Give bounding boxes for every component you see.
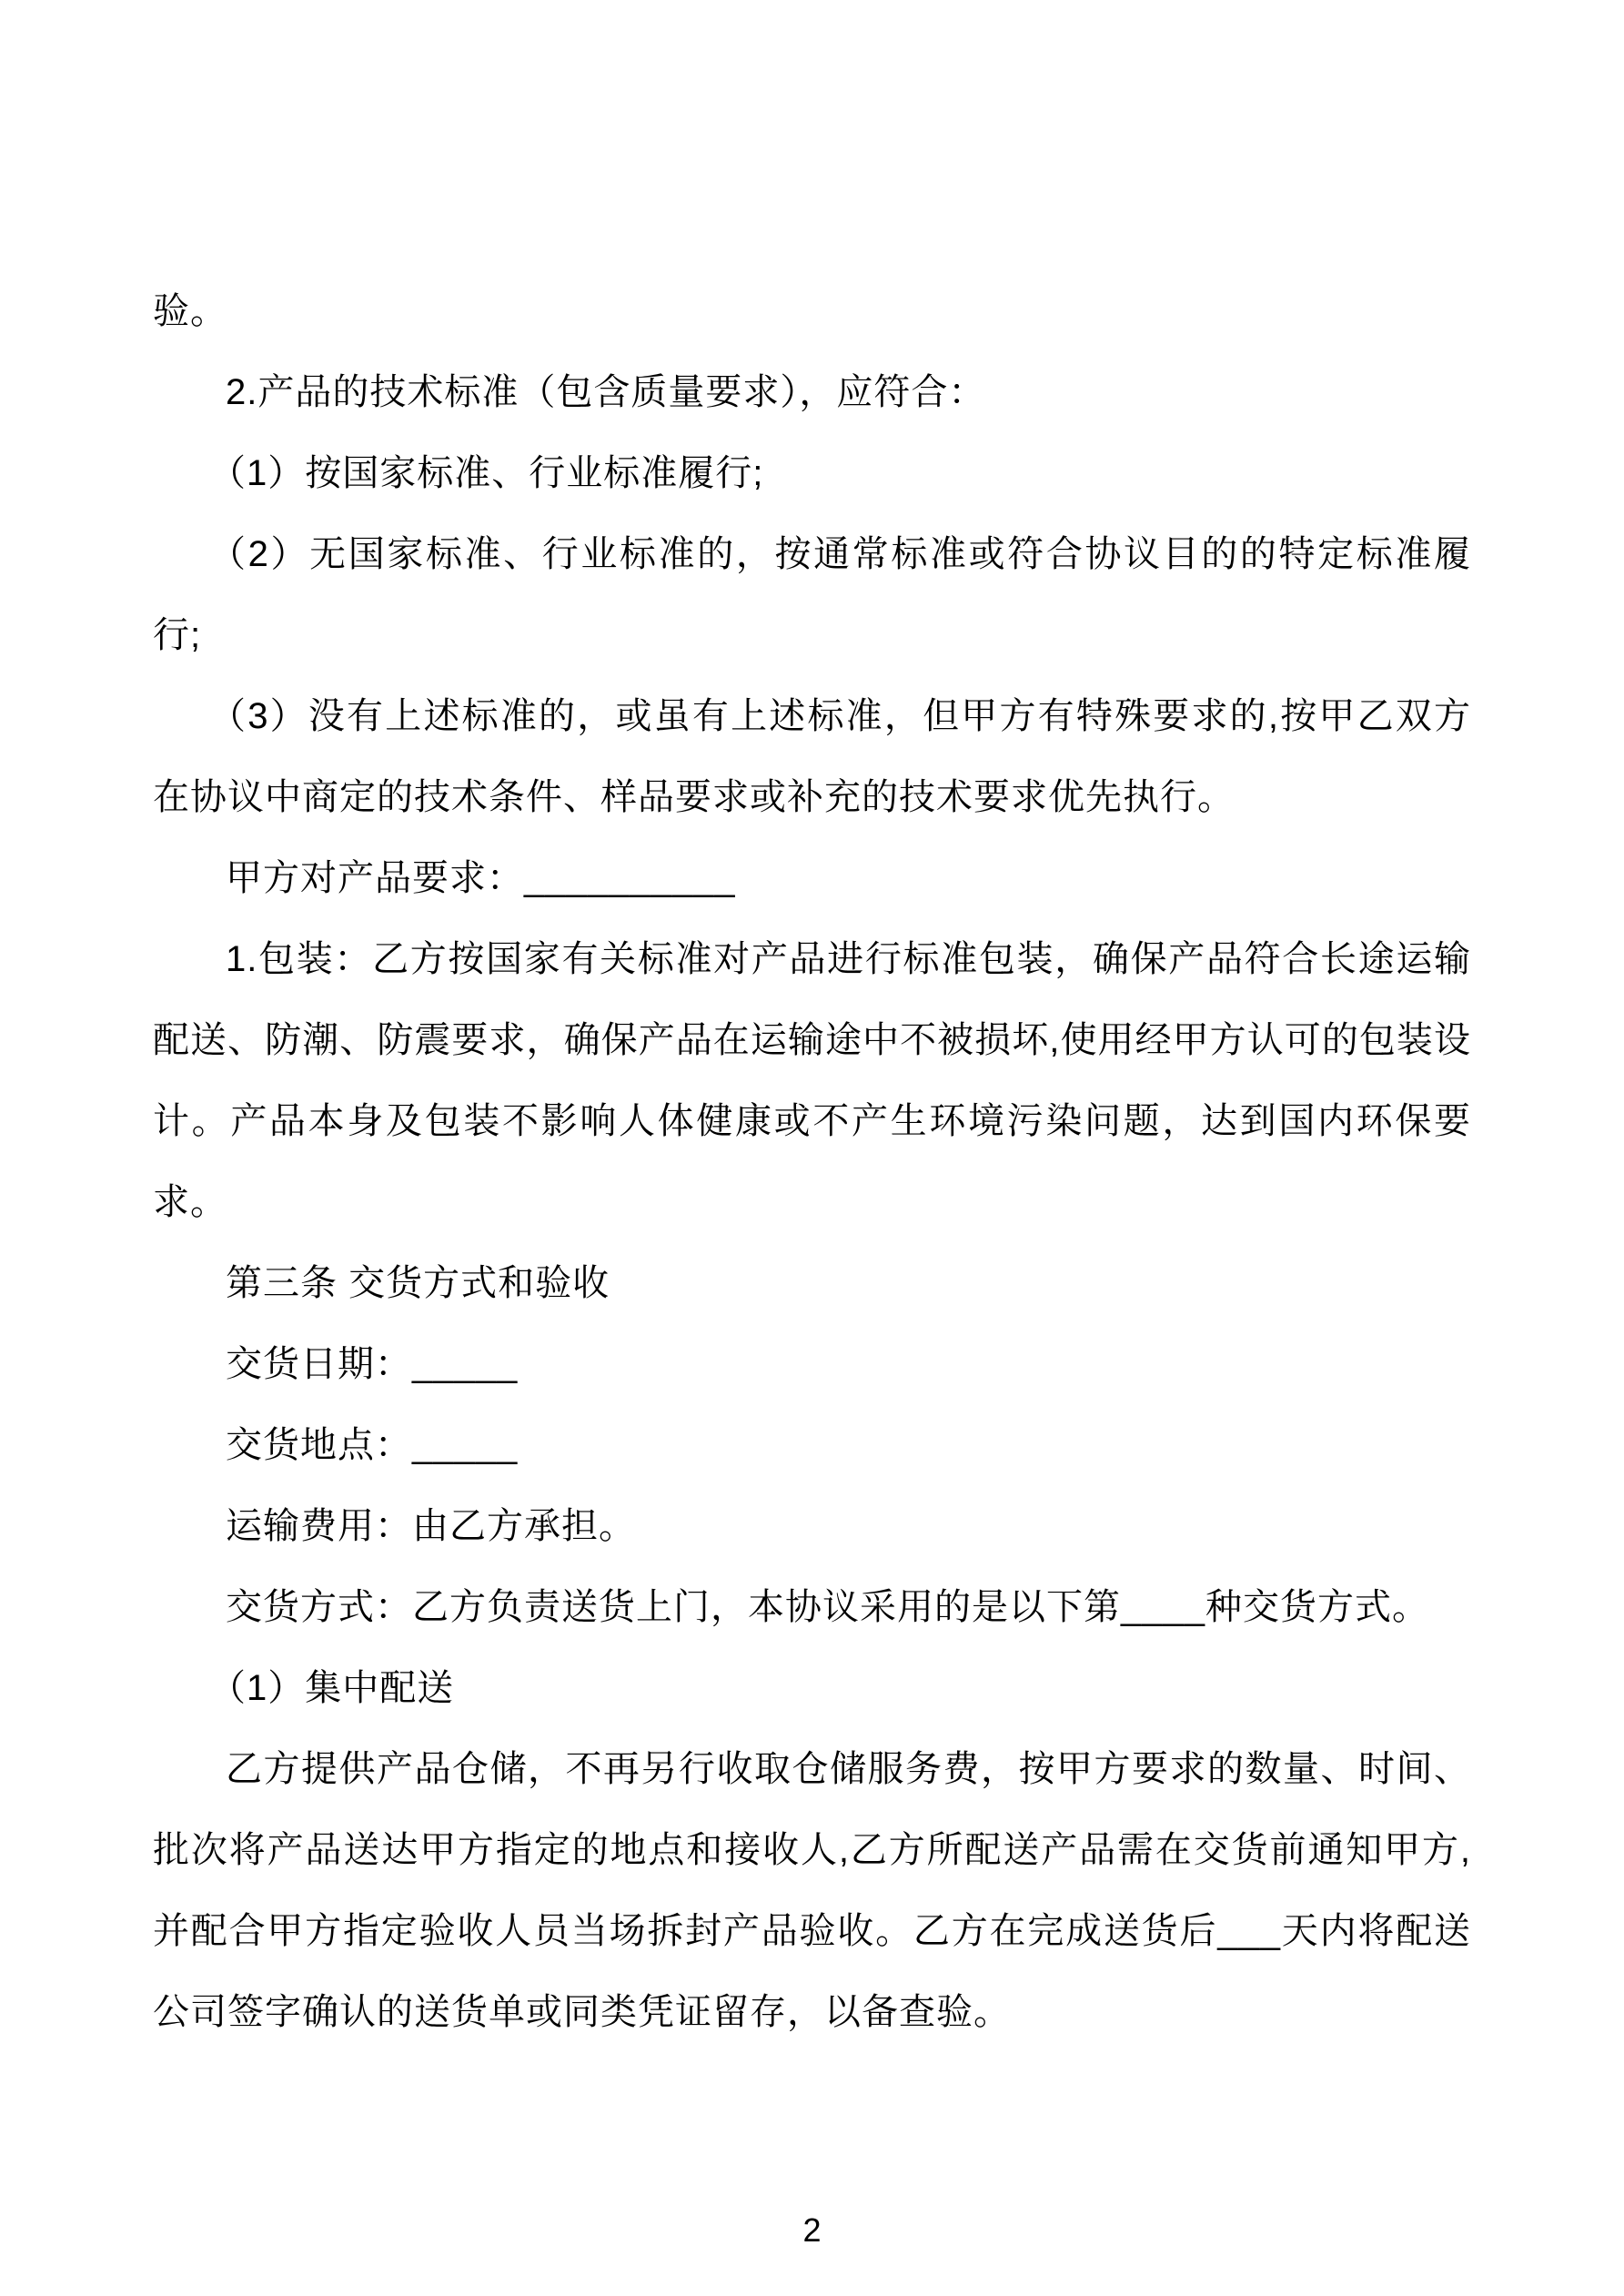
- paragraph-standard-item-3: （3）没有上述标准的，或虽有上述标准，但甲方有特殊要求的,按甲乙双方在协议中商定的技术条件、样品要求或补充的技术要求优先执行。: [153, 696, 1471, 817]
- paragraph-central-delivery: （1）集中配送: [209, 1668, 455, 1708]
- page-number: 2: [802, 2211, 822, 2249]
- paragraph-party-a-requirement: 甲方对产品要求：__________: [226, 858, 736, 898]
- paragraph-shipping-cost: 运输费用：由乙方承担。: [226, 1506, 636, 1546]
- paragraph-standard-item-1: （1）按国家标准、行业标准履行;: [209, 453, 764, 493]
- paragraph-delivery-date: 交货日期：_____: [226, 1344, 519, 1384]
- paragraph-tech-standard: 2.产品的技术标准（包含质量要求），应符合：: [226, 372, 986, 412]
- paragraph-delivery-method: 交货方式：乙方负责送货上门，本协议采用的是以下第____种交货方式。: [226, 1587, 1429, 1627]
- paragraph-packaging: 1.包装：乙方按国家有关标准对产品进行标准包装，确保产品符合长途运输配送、防潮、防震要求，确保产品在运输途中不被损坏,使用经甲方认可的包装设计。产品本身及包装不影响人体健康或不产生环境污染问题，达到国内环保要求。: [153, 939, 1471, 1222]
- paragraph-standard-item-2: （2）无国家标准、行业标准的，按通常标准或符合协议目的的特定标准履行;: [153, 534, 1471, 655]
- paragraph-clause-3-heading: 第三条 交货方式和验收: [226, 1263, 610, 1303]
- paragraph-delivery-place: 交货地点：_____: [226, 1425, 519, 1465]
- paragraph-continuation: 验。: [153, 291, 227, 331]
- paragraph-warehouse-terms: 乙方提供产品仓储，不再另行收取仓储服务费，按甲方要求的数量、时间、批次将产品送达甲方指定的地点和接收人,乙方所配送产品需在交货前通知甲方,并配合甲方指定验收人员当场拆封产品验收。乙方在完成送货后___天内将配送公司签字确认的送货单或同类凭证留存，以备查验。: [153, 1749, 1471, 2032]
